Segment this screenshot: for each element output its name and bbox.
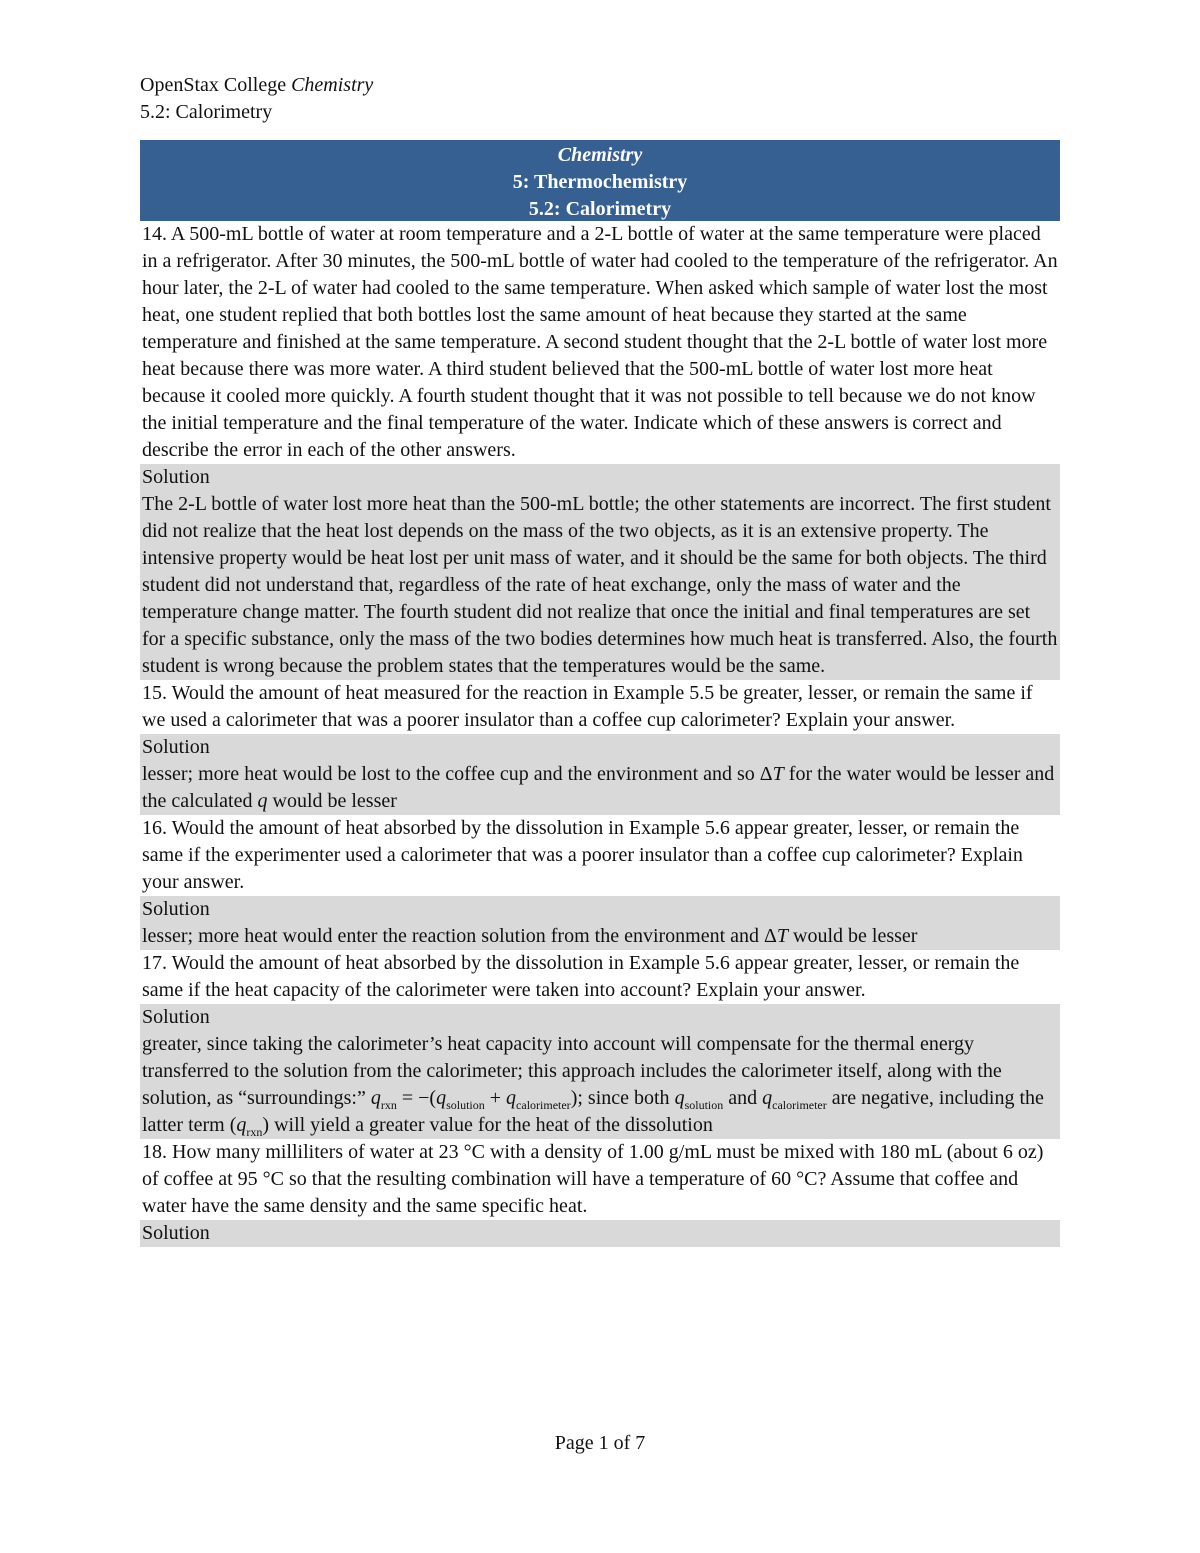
subscript-calorimeter: calorimeter [772,1098,827,1112]
solution-label: Solution [142,736,210,758]
subscript-calorimeter: calorimeter [516,1098,571,1112]
question-16: 16. Would the amount of heat absorbed by the dissolution in Example 5.6 appear greater, lesser, or remain the same if the experimenter used a calorimeter that was a poorer insulator than a coffee cup calorimeter? Explain your answer. [140,815,1060,896]
symbol-q: q [762,1087,773,1109]
solution-text-part: ) will yield a greater value for the heat of the dissolution [262,1114,713,1136]
symbol-q: q [436,1087,447,1109]
section-line: 5.2: Calorimetry [140,101,273,123]
solution-text-part: for the water would be lesser and the calculated [142,763,1055,812]
solution-text-part: would be lesser [788,925,918,947]
symbol-q: q [370,1087,381,1109]
page-number: Page 1 of 7 [554,1432,646,1454]
solution-17 [140,1004,1060,1139]
document-header [140,72,373,126]
solution-label: Solution [142,1006,210,1028]
question-14: 14. A 500-mL bottle of water at room temperature and a 2-L bottle of water at the same temperature were placed in a refrigerator. After 30 minutes, the 500-mL bottle of water had cooled to the temperature of the refrigerator. An hour later, the 2-L of water had cooled to the same temperature. When asked which sample of water lost the most heat, one student replied that both bottles lost the same amount of heat because they started at the same temperature and finished at the same temperature. A second student thought that the 2-L bottle of water lost more heat because there was more water. A third student believed that the 500-mL bottle of water lost more heat because it cooled more quickly. A fourth student thought that it was not possible to tell because we do not know the initial temperature and the final temperature of the water. Indicate which of these answers is correct and describe the error in each of the other answers. [140,221,1060,464]
source-prefix: OpenStax College [140,74,292,96]
solution-text: The 2-L bottle of water lost more heat than the 500-mL bottle; the other statements are incorrect. The first student did not realize that the heat lost depends on the mass of the two objects, as it is an extensive property. The intensive property would be heat lost per unit mass of water, and it should be the same for both objects. The third student did not understand that, regardless of the rate of heat exchange, only the mass of water and the temperature change matter. The fourth student did not realize that once the initial and final temperatures are set for a specific substance, only the mass of the two bodies determines how much heat is transferred. Also, the fourth student is wrong because the problem states that the temperatures would be the same. [142,493,1058,677]
symbol-t: T [772,763,784,785]
solution-label: Solution [142,466,210,488]
solution-text-part: lesser; more heat would be lost to the coffee cup and the environment and so Δ [142,763,773,785]
solution-text-part: greater, since taking the calorimeter’s heat capacity into account will compensate for the thermal energy transferred to the solution from the calorimeter; this approach includes the calorimeter itself, along with the solution, as “surroundings:” [142,1033,1002,1109]
question-18: 18. How many milliliters of water at 23 °C with a density of 1.00 g/mL must be mixed with 180 mL (about 6 oz) of coffee at 95 °C so that the resulting combination will have a temperature of 60 °C? Assume that coffee and water have the same density and the same specific heat. [140,1139,1060,1220]
source-italic: Chemistry [291,74,374,96]
solution-15 [140,734,1060,815]
document-content [140,140,1060,1247]
symbol-t: T [776,925,789,947]
solution-text-part: would be lesser [267,790,397,812]
equation-part: ); since both [570,1087,675,1109]
solution-14 [140,464,1060,680]
equation-part: = −( [396,1087,437,1109]
solution-label: Solution [142,898,210,920]
title-block [140,140,1060,221]
subscript-rxn: rxn [246,1125,263,1139]
symbol-q: q [674,1087,685,1109]
source-line [140,72,373,99]
page-footer [0,1430,1200,1457]
chapter-title: 5: Thermochemistry [512,171,688,193]
book-title: Chemistry [557,144,643,166]
subscript-rxn: rxn [380,1098,397,1112]
solution-text-part: are negative, including the latter term ( [142,1087,1044,1136]
section-title: 5.2: Calorimetry [528,198,672,220]
subscript-solution: solution [446,1098,485,1112]
solution-18 [140,1220,1060,1247]
subscript-solution: solution [684,1098,724,1112]
solution-label: Solution [142,1222,210,1244]
equation-plus: + [484,1087,507,1109]
question-17: 17. Would the amount of heat absorbed by the dissolution in Example 5.6 appear greater, lesser, or remain the same if the heat capacity of the calorimeter were taken into account? Explain your answer. [140,950,1060,1004]
solution-text-part: lesser; more heat would enter the reaction solution from the environment and Δ [142,925,777,947]
question-15: 15. Would the amount of heat measured for the reaction in Example 5.5 be greater, lesser, or remain the same if we used a calorimeter that was a poorer insulator than a coffee cup calorimeter? Explain your answer. [140,680,1060,734]
solution-16 [140,896,1060,950]
symbol-q: q [506,1087,517,1109]
solution-text-part: and [723,1087,763,1109]
symbol-q: q [236,1114,247,1136]
symbol-q: q [257,790,268,812]
